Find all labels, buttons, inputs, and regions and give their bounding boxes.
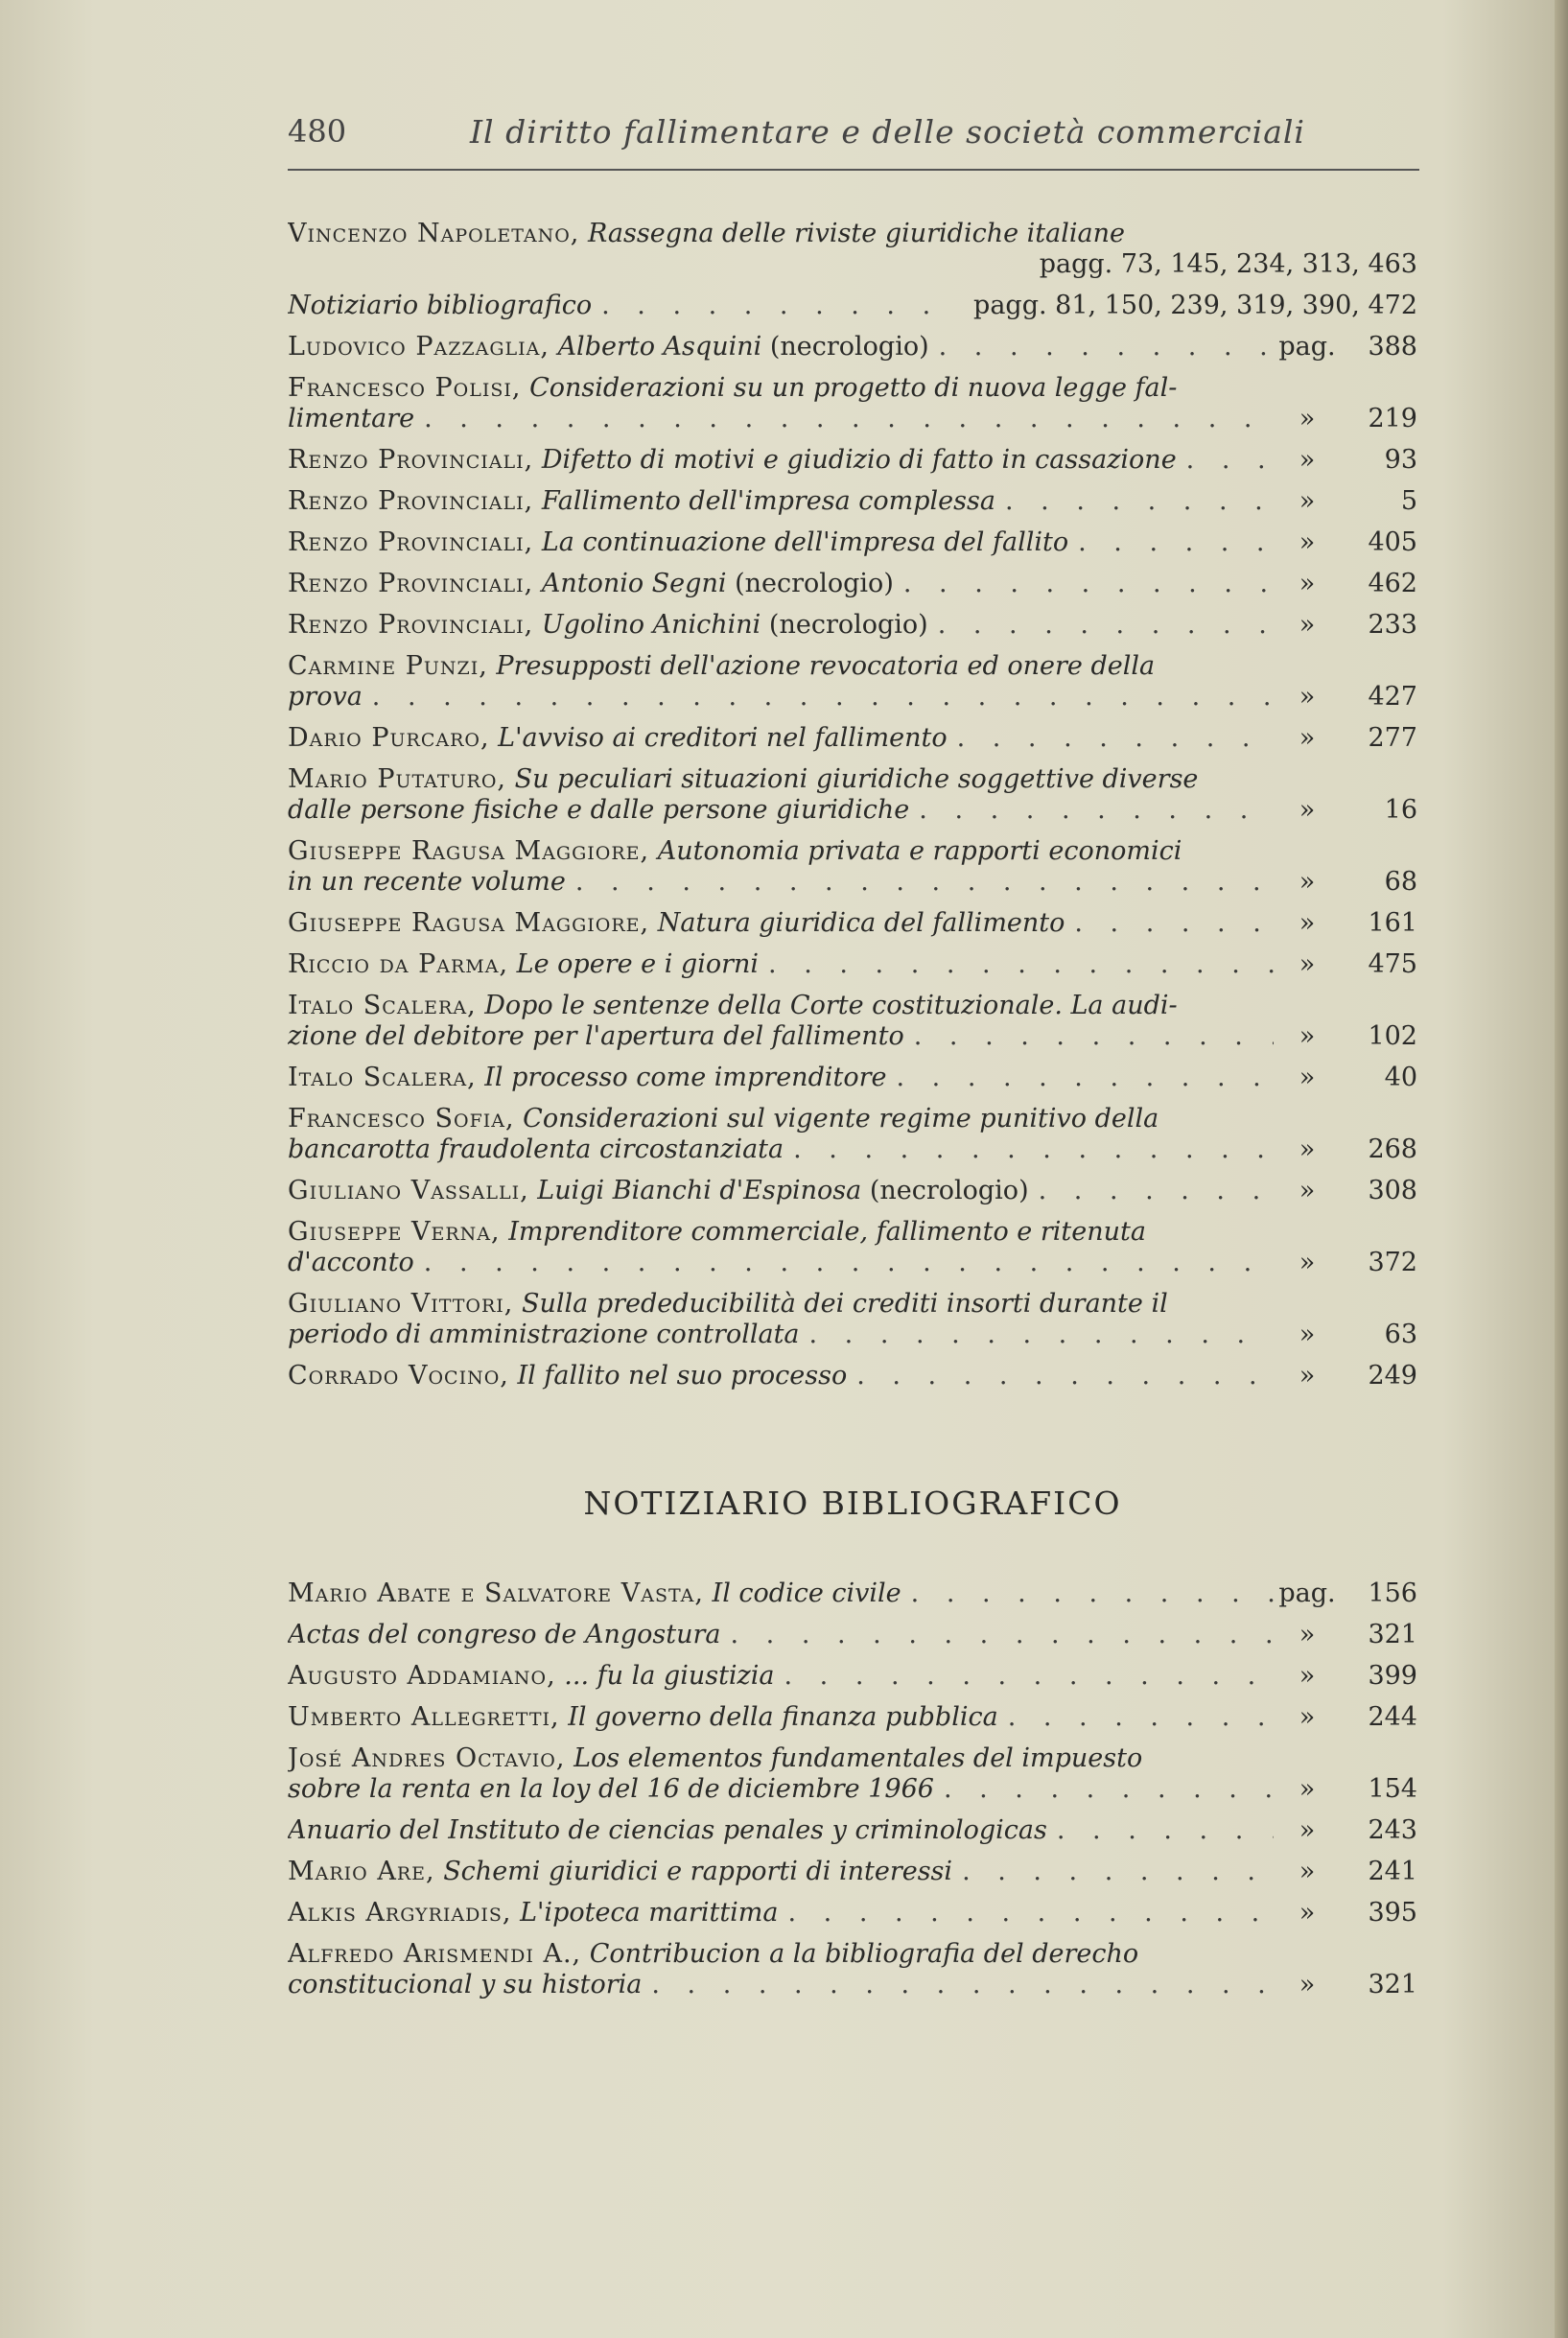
index-entry [288,1702,1417,1733]
reference-mark: pag. [1278,1578,1336,1608]
index-entry [288,569,1417,599]
entry-note: (necrologio) [769,332,929,362]
page-reference [1274,1320,1417,1350]
reference-mark: » [1299,569,1316,598]
entry-title: Considerazioni sul vigente regime punitivo della [523,1104,1159,1134]
entry-title: Alberto Asquini [557,332,762,362]
page-number-ref: 219 [1368,404,1417,433]
page-number-ref: 321 [1368,1620,1417,1649]
reference-mark: » [1299,867,1316,897]
page-number-ref: 277 [1368,723,1417,753]
entry-author: Renzo Provinciali, [288,610,534,640]
dot-leader [372,682,1274,713]
entry-title: Sulla prededucibilità dei crediti insorti durante il [521,1289,1168,1319]
reference-mark: » [1299,1063,1316,1092]
entry-title-continued: limentare [288,404,415,433]
reference-mark: » [1299,1898,1316,1928]
page-reference [1274,1702,1417,1733]
index-entry [288,610,1417,641]
entry-author: Ludovico Pazzaglia, [288,332,550,362]
reference-mark: » [1299,445,1316,475]
entry-author: Renzo Provinciali, [288,569,534,598]
entry-title: Schemi giuridici e rapporti di interessi [443,1857,953,1886]
page-reference [1274,569,1417,599]
index-entry [288,1361,1417,1391]
entry-author: Giuliano Vassalli, [288,1176,529,1205]
reference-mark: » [1299,1702,1316,1732]
entry-line [288,1743,1274,1774]
entry-pages: pagg. 81, 150, 239, 319, 390, 472 [973,291,1417,320]
page-number-ref: 462 [1368,569,1417,598]
page-reference [1274,867,1417,898]
index-entry [288,651,1417,713]
page-reference [1274,404,1417,434]
page-reference [1274,1661,1417,1692]
entry-line-continued [288,795,1274,826]
entry-line [288,1939,1274,1970]
reference-mark: » [1299,1970,1316,1999]
author-index-list [288,219,1417,1402]
page-reference [1274,1620,1417,1650]
entry-line [288,1063,1274,1093]
entry-line [288,1104,1274,1134]
entry-author: Augusto Addamiano, [288,1661,556,1691]
page-number-ref: 427 [1368,682,1417,712]
index-entry [288,991,1417,1052]
entry-line [288,569,1274,599]
page-number-ref: 63 [1384,1320,1417,1349]
page-number-ref: 395 [1368,1898,1417,1928]
dot-leader [1057,1815,1274,1846]
running-title: Il diritto fallimentare e delle società commerciali [470,113,1305,151]
entry-title: Contribucion a la bibliografia del derecho [589,1939,1139,1969]
entry-line [288,486,1274,517]
entry-line [288,723,1274,754]
page-number-ref: 154 [1368,1774,1417,1804]
page-reference [1274,1970,1417,2000]
page-reference [1274,610,1417,641]
header-divider [288,169,1419,171]
index-entry [288,291,1417,321]
page-reference [1274,445,1417,476]
entry-title: Rassegna delle riviste giuridiche italiane [587,219,1125,248]
page-number-ref: 102 [1368,1021,1417,1051]
entry-author: Francesco Polisi, [288,373,522,403]
entry-line [288,1176,1274,1206]
entry-title: Los elementos fundamentales del impuesto [573,1743,1143,1773]
dot-leader [788,1898,1274,1929]
reference-mark: » [1299,723,1316,753]
dot-leader [911,1578,1274,1609]
entry-author: Dario Purcaro, [288,723,490,753]
entry-line-continued [288,1248,1274,1278]
entry-title-continued: sobre la renta en la loy del 16 de diciembre 1966 [288,1774,934,1804]
entry-title: Il codice civile [712,1578,901,1608]
dot-leader [1078,527,1274,558]
entry-author: Umberto Allegretti, [288,1702,560,1732]
dot-leader [957,723,1274,754]
page-number-ref: 156 [1368,1578,1417,1608]
entry-line-continued [288,682,1274,713]
entry-title-continued: d'acconto [288,1248,414,1277]
entry-title: Ugolino Anichini [541,610,761,640]
entry-title-continued: zione del debitore per l'apertura del fallimento [288,1021,904,1051]
page-number-ref: 388 [1368,332,1417,362]
entry-note: (necrologio) [735,569,894,598]
entry-title: Anuario del Instituto de ciencias penales y criminologicas [288,1815,1047,1845]
entry-title: Considerazioni su un progetto di nuova legge fal- [529,373,1178,403]
entry-title: Su peculiari situazioni giuridiche soggettive diverse [514,764,1199,794]
entry-title: Difetto di motivi e giudizio di fatto in cassazione [541,445,1177,475]
entry-author: Alfredo Arismendi A., [288,1939,582,1969]
page-reference [1274,1021,1417,1052]
index-entry [288,332,1417,362]
entry-line [288,332,1274,362]
entry-ref-line [288,249,1417,280]
entry-line [288,1289,1274,1320]
dot-leader [1074,908,1274,939]
entry-pages: pagg. 73, 145, 234, 313, 463 [1039,249,1417,279]
page-number-ref: 93 [1384,445,1417,475]
reference-mark: » [1299,1620,1316,1649]
entry-author: Renzo Provinciali, [288,527,534,557]
dot-leader [919,795,1274,826]
entry-line [288,1217,1274,1248]
index-entry [288,1578,1417,1609]
index-entry [288,1063,1417,1093]
entry-author: Mario Putaturo, [288,764,506,794]
page-reference [1274,1774,1417,1805]
page-number-ref: 268 [1368,1134,1417,1164]
index-entry [288,1217,1417,1278]
entry-title: Le opere e i giorni [516,949,760,979]
entry-title-continued: periodo di amministrazione controllata [288,1320,800,1349]
entry-line [288,527,1274,558]
dot-leader [896,1063,1274,1093]
entry-title: Natura giuridica del fallimento [657,908,1065,938]
dot-leader [1008,1702,1274,1733]
index-entry [288,1939,1417,2000]
bibliography-list [288,1578,1417,2011]
entry-author: Italo Scalera, [288,1063,477,1092]
entry-title-continued: prova [288,682,363,712]
index-entry [288,1104,1417,1165]
page-reference [1274,723,1417,754]
index-entry [288,1815,1417,1846]
page-reference [1274,332,1417,362]
page-edge-shadow [1555,0,1568,2338]
page-number-ref: 249 [1368,1361,1417,1391]
entry-author: José Andres Octavio, [288,1743,566,1773]
entry-title: Imprenditore commerciale, fallimento e ritenuta [508,1217,1146,1247]
section-title: NOTIZIARIO BIBLIOGRAFICO [583,1485,1122,1522]
entry-title: Fallimento dell'impresa complessa [541,486,995,516]
entry-author: Italo Scalera, [288,991,477,1020]
entry-line [288,1898,1274,1929]
entry-line [288,373,1274,404]
reference-mark: pag. [1278,332,1336,362]
entry-title: Actas del congreso de Angostura [288,1620,721,1649]
index-entry [288,1661,1417,1692]
entry-line [288,1661,1274,1692]
index-entry [288,1857,1417,1887]
page-number-ref: 161 [1368,908,1417,938]
reference-mark: » [1299,1176,1316,1205]
dot-leader [1005,486,1274,517]
index-entry [288,836,1417,898]
page-reference [1274,527,1417,558]
dot-leader [424,1248,1274,1278]
dot-leader [938,610,1274,641]
reference-mark: » [1299,486,1316,516]
entry-title: ... fu la giustizia [564,1661,775,1691]
page-number-ref: 68 [1384,867,1417,897]
page-reference [1274,1176,1417,1206]
entry-title: Antonio Segni [541,569,727,598]
dot-leader [1186,445,1274,476]
entry-title: L'avviso ai creditori nel fallimento [498,723,948,753]
dot-leader [424,404,1274,434]
index-entry [288,527,1417,558]
entry-title: Notiziario bibliografico [288,291,593,320]
entry-line-continued [288,1970,1274,2000]
entry-title-continued: dalle persone fisiche e dalle persone giuridiche [288,795,910,825]
entry-author: Corrado Vocino, [288,1361,509,1391]
entry-line [288,651,1274,682]
entry-line [288,1620,1274,1650]
page-reference [1274,1578,1417,1609]
dot-leader [731,1620,1275,1650]
dot-leader [809,1320,1274,1350]
index-entry [288,723,1417,754]
dot-leader [856,1361,1274,1391]
entry-author: Alkis Argyriadis, [288,1898,512,1928]
dot-leader [601,291,960,321]
page-reference [1274,1857,1417,1887]
reference-mark: » [1299,1774,1316,1804]
dot-leader [944,1774,1274,1805]
entry-author: Giuseppe Ragusa Maggiore, [288,836,650,866]
entry-line [288,291,1417,321]
entry-title: Il processo come imprenditore [484,1063,887,1092]
page-number: 480 [288,113,347,150]
page-number-ref: 244 [1368,1702,1417,1732]
entry-author: Giuseppe Verna, [288,1217,501,1247]
entry-title: Dopo le sentenze della Corte costituzionale. La audi- [484,991,1178,1020]
entry-title-continued: constitucional y su historia [288,1970,643,1999]
entry-line [288,949,1274,980]
index-entry [288,1743,1417,1805]
entry-author: Riccio da Parma, [288,949,509,979]
entry-line-continued [288,1320,1274,1350]
index-entry [288,486,1417,517]
reference-mark: » [1299,1857,1316,1886]
entry-author: Mario Abate e Salvatore Vasta, [288,1578,704,1608]
entry-line [288,991,1274,1021]
reference-mark: » [1299,795,1316,825]
entry-author: Mario Are, [288,1857,435,1886]
dot-leader [962,1857,1274,1887]
page-number-ref: 243 [1368,1815,1417,1845]
entry-author: Giuliano Vittori, [288,1289,514,1319]
dot-leader [784,1661,1274,1692]
entry-author: Giuseppe Ragusa Maggiore, [288,908,650,938]
entry-line [288,1578,1274,1609]
entry-author: Renzo Provinciali, [288,486,534,516]
dot-leader [768,949,1274,980]
dot-leader [939,332,1274,362]
entry-line [288,1361,1274,1391]
entry-line-continued [288,1021,1274,1052]
index-entry [288,1176,1417,1206]
entry-author: Renzo Provinciali, [288,445,534,475]
page-number-ref: 16 [1384,795,1417,825]
entry-title: L'ipoteca marittima [520,1898,779,1928]
entry-author: Carmine Punzi, [288,651,488,681]
reference-mark: » [1299,1021,1316,1051]
reference-mark: » [1299,1134,1316,1164]
dot-leader [1039,1176,1274,1206]
entry-line-continued [288,1134,1274,1165]
reference-mark: » [1299,1661,1316,1691]
entry-title: Presupposti dell'azione revocatoria ed onere della [496,651,1156,681]
entry-line [288,836,1274,867]
reference-mark: » [1299,527,1316,557]
page-reference [1274,1898,1417,1929]
entry-line [288,908,1274,939]
page-reference [1274,908,1417,939]
entry-author: Vincenzo Napoletano, [288,219,580,248]
page-reference [1274,1248,1417,1278]
page-number-ref: 405 [1368,527,1417,557]
dot-leader [793,1134,1274,1165]
entry-title: Autonomia privata e rapporti economici [657,836,1182,866]
reference-mark: » [1299,949,1316,979]
page-number-ref: 241 [1368,1857,1417,1886]
entry-line-continued [288,867,1274,898]
reference-mark: » [1299,682,1316,712]
dot-leader [903,569,1274,599]
reference-mark: » [1299,1815,1316,1845]
entry-title: La continuazione dell'impresa del fallito [541,527,1069,557]
reference-mark: » [1299,908,1316,938]
dot-leader [914,1021,1274,1052]
page-reference [1274,1134,1417,1165]
index-entry [288,219,1417,280]
entry-note: (necrologio) [869,1176,1029,1205]
index-entry [288,1620,1417,1650]
entry-line [288,764,1274,795]
page-header [288,113,1419,161]
entry-line [288,445,1274,476]
page-number-ref: 399 [1368,1661,1417,1691]
entry-line [288,1815,1274,1846]
entry-title: Il fallito nel suo processo [517,1361,848,1391]
index-entry [288,373,1417,434]
reference-mark: » [1299,404,1316,433]
page-reference [1274,682,1417,713]
index-entry [288,1289,1417,1350]
page-number-ref: 5 [1400,486,1417,516]
entry-title: Luigi Bianchi d'Espinosa [537,1176,862,1205]
page-reference [1274,1815,1417,1846]
reference-mark: » [1299,1361,1316,1391]
entry-title: Il governo della finanza pubblica [568,1702,998,1732]
page-number-ref: 308 [1368,1176,1417,1205]
reference-mark: » [1299,1320,1316,1349]
index-entry [288,1898,1417,1929]
page-reference [1274,949,1417,980]
entry-title-continued: bancarotta fraudolenta circostanziata [288,1134,784,1164]
entry-title-continued: in un recente volume [288,867,566,897]
page-number-ref: 372 [1368,1248,1417,1277]
entry-line-continued [288,404,1274,434]
dot-leader [651,1970,1274,2000]
index-entry [288,908,1417,939]
page-number-ref: 321 [1368,1970,1417,1999]
page-reference [1274,1063,1417,1093]
page-number-ref: 40 [1384,1063,1417,1092]
index-entry [288,445,1417,476]
entry-line [288,1857,1274,1887]
page-number-ref: 233 [1368,610,1417,640]
entry-line [288,219,1417,249]
page-reference [1274,1361,1417,1391]
index-entry [288,949,1417,980]
entry-line [288,610,1274,641]
reference-mark: » [1299,1248,1316,1277]
entry-note: (necrologio) [768,610,928,640]
page-reference [1274,795,1417,826]
reference-mark: » [1299,610,1316,640]
dot-leader [575,867,1274,898]
entry-author: Francesco Sofia, [288,1104,515,1134]
page-number-ref: 475 [1368,949,1417,979]
page-reference [1274,486,1417,517]
index-entry [288,764,1417,826]
entry-line-continued [288,1774,1274,1805]
entry-line [288,1702,1274,1733]
